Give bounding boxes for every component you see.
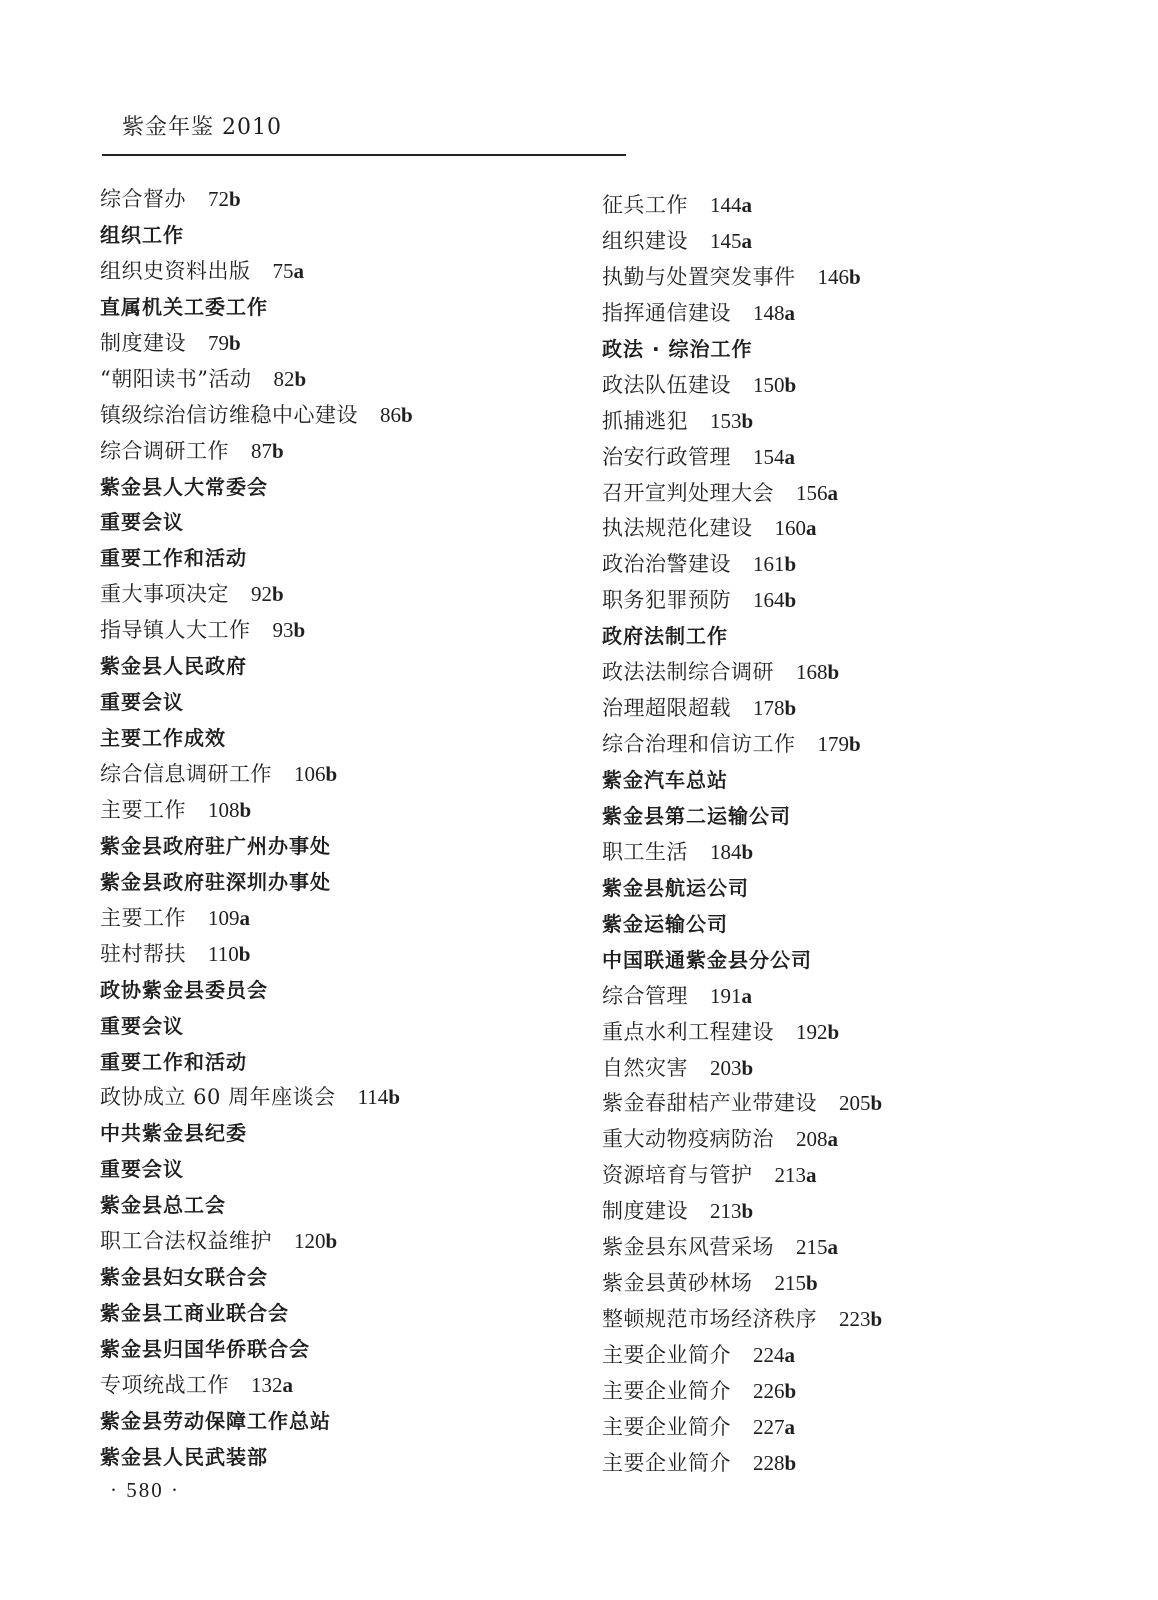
column-marker: b	[388, 1085, 400, 1110]
index-entry	[602, 511, 1102, 547]
index-heading	[100, 218, 580, 254]
page-reference	[710, 1199, 753, 1223]
index-entry	[100, 398, 580, 434]
page-reference	[208, 331, 241, 355]
page-number-ref: 184	[710, 839, 742, 864]
index-entry	[602, 583, 1102, 619]
page-number-ref: 160	[774, 516, 806, 541]
index-entry	[602, 1446, 1102, 1482]
entry-label: 重要会议	[100, 690, 184, 715]
page-reference	[273, 618, 306, 642]
index-heading	[100, 1296, 580, 1332]
index-entry	[602, 1374, 1102, 1410]
column-marker: b	[784, 372, 797, 397]
index-entry	[602, 188, 1102, 224]
page-reference	[294, 762, 337, 786]
entry-label: 政治治警建设	[602, 552, 731, 577]
index-entry	[602, 260, 1102, 296]
page-reference	[753, 1451, 796, 1475]
page-number-ref: 215	[796, 1235, 828, 1260]
entry-label: 职务犯罪预防	[602, 588, 731, 613]
index-entry	[602, 655, 1102, 691]
entry-label: 主要工作	[100, 797, 186, 822]
entry-label: 紫金汽车总站	[602, 768, 728, 792]
entry-label: 职工合法权益维护	[100, 1229, 272, 1254]
index-entry	[100, 901, 580, 937]
index-entry	[602, 1302, 1102, 1338]
entry-label: 综合信息调研工作	[100, 762, 272, 786]
column-marker: b	[272, 582, 284, 607]
index-heading	[100, 1440, 580, 1476]
page-reference	[710, 984, 752, 1008]
page-number-ref: 191	[710, 983, 742, 1008]
page-number-ref: 114	[357, 1085, 389, 1110]
column-marker: a	[282, 1372, 293, 1397]
page-number-ref: 164	[753, 588, 785, 613]
entry-label: 综合督办	[100, 187, 186, 211]
running-head: 紫金年鉴 2010	[122, 115, 282, 140]
entry-label: 指导镇人大工作	[100, 618, 251, 643]
column-marker: a	[741, 228, 752, 253]
index-entry	[100, 793, 580, 829]
column-marker: a	[827, 1235, 838, 1260]
index-entry	[602, 296, 1102, 332]
entry-label: 紫金运输公司	[602, 911, 728, 936]
index-heading	[100, 1045, 580, 1081]
column-marker: b	[784, 696, 797, 721]
page-reference	[208, 906, 250, 930]
column-marker: b	[741, 408, 754, 433]
entry-label: 综合调研工作	[100, 438, 229, 463]
column-marker: a	[806, 1163, 817, 1188]
entry-label: 召开宣判处理大会	[602, 480, 774, 505]
page-reference	[753, 1415, 795, 1439]
page-reference	[208, 942, 250, 966]
index-entry	[602, 1194, 1102, 1230]
index-heading	[100, 1260, 580, 1296]
entry-label: 资源培育与管护	[602, 1163, 753, 1188]
index-entry	[100, 757, 580, 793]
index-entry	[602, 404, 1102, 440]
page-number-ref: 205	[839, 1091, 871, 1116]
entry-label: 抓捕逃犯	[602, 408, 688, 433]
entry-label: 紫金县航运公司	[602, 875, 749, 900]
index-heading	[100, 541, 580, 577]
index-entry	[602, 1051, 1102, 1087]
entry-label: 主要工作成效	[100, 726, 226, 751]
page-number-ref: 109	[208, 905, 240, 930]
index-heading	[100, 1188, 580, 1224]
entry-label: 自然灾害	[602, 1055, 688, 1080]
page-number-ref: 153	[710, 408, 742, 433]
entry-label: 中共紫金县纪委	[100, 1121, 247, 1146]
page-reference	[251, 582, 284, 606]
index-heading	[100, 1009, 580, 1045]
index-heading	[100, 470, 580, 506]
entry-label: 整顿规范市场经济秩序	[602, 1307, 817, 1332]
page-number-ref: 120	[294, 1229, 326, 1254]
entry-label: 政法法制综合调研	[602, 660, 774, 685]
page-number-ref: 93	[272, 618, 294, 643]
page-number-ref: 228	[753, 1450, 785, 1475]
entry-label: 直属机关工委工作	[100, 294, 268, 319]
index-heading	[602, 943, 1102, 979]
page-reference	[818, 732, 861, 756]
entry-label: 紫金春甜桔产业带建设	[602, 1091, 817, 1116]
page-number-ref: 79	[208, 330, 229, 355]
entry-label: 职工生活	[602, 839, 688, 864]
entry-label: “朝阳读书”活动	[100, 366, 252, 391]
page-reference	[753, 301, 795, 325]
page-number-ref: 150	[753, 372, 785, 397]
index-entry	[602, 368, 1102, 404]
entry-label: 紫金县工商业联合会	[100, 1301, 289, 1326]
page-number-ref: 106	[294, 762, 326, 786]
entry-label: 紫金县政府驻广州办事处	[100, 833, 331, 858]
page-reference	[358, 1085, 400, 1109]
column-marker: a	[784, 444, 795, 469]
entry-label: 组织史资料出版	[100, 258, 251, 283]
column-marker: a	[784, 300, 795, 325]
column-marker: b	[229, 187, 241, 211]
page-number-ref: 161	[753, 552, 785, 577]
index-heading	[100, 290, 580, 326]
page-number-ref: 72	[208, 187, 229, 211]
column-marker: b	[870, 1091, 883, 1116]
column-marker: a	[784, 1414, 795, 1439]
index-heading	[100, 973, 580, 1009]
index-entry	[100, 362, 580, 398]
entry-label: 紫金县归国华侨联合会	[100, 1337, 310, 1361]
column-marker: b	[806, 1271, 818, 1296]
entry-label: 重要会议	[100, 1157, 184, 1182]
page-reference	[753, 1379, 796, 1403]
entry-label: 主要工作	[100, 905, 186, 930]
index-heading	[100, 1404, 580, 1440]
entry-label: 主要企业简介	[602, 1343, 731, 1367]
page-number-ref: 179	[817, 732, 849, 757]
index-entry	[602, 224, 1102, 260]
column-marker: b	[827, 1019, 840, 1044]
index-heading	[602, 871, 1102, 907]
index-heading	[100, 685, 580, 721]
page-number-ref: 168	[796, 660, 828, 685]
column-marker: b	[293, 618, 306, 643]
page-number: · 580 ·	[110, 1478, 180, 1502]
entry-label: 治安行政管理	[602, 444, 731, 469]
entry-label: 主要企业简介	[602, 1378, 731, 1403]
page-reference	[753, 552, 796, 576]
entry-label: 驻村帮扶	[100, 941, 186, 966]
column-marker: b	[229, 330, 241, 355]
page-number-ref: 132	[251, 1372, 283, 1397]
index-entry	[602, 1015, 1102, 1051]
index-heading	[602, 799, 1102, 835]
page-number-ref: 144	[710, 193, 742, 217]
column-marker: b	[784, 588, 797, 613]
index-column-right	[602, 188, 1102, 1482]
column-marker: b	[784, 1378, 797, 1403]
page-reference	[273, 259, 305, 283]
index-heading	[100, 505, 580, 541]
entry-label: 主要企业简介	[602, 1414, 731, 1439]
entry-label: 治理超限超载	[602, 696, 731, 721]
entry-label: 重大动物疫病防治	[602, 1127, 774, 1152]
index-heading	[100, 721, 580, 757]
entry-label: 紫金县妇女联合会	[100, 1265, 268, 1290]
index-heading	[100, 1152, 580, 1188]
entry-label: 综合管理	[602, 983, 688, 1008]
index-entry	[602, 1122, 1102, 1158]
index-entry	[100, 434, 580, 470]
page-number-ref: 215	[774, 1271, 806, 1296]
index-heading	[602, 332, 1102, 368]
entry-label: 征兵工作	[602, 193, 688, 217]
column-marker: a	[741, 193, 752, 217]
page-reference	[710, 409, 753, 433]
column-marker: b	[401, 402, 413, 427]
index-entry	[100, 1080, 580, 1116]
index-entry	[602, 1410, 1102, 1446]
page-number-ref: 75	[272, 258, 294, 283]
page-reference	[796, 1235, 838, 1259]
page-number-ref: 156	[796, 480, 828, 505]
index-entry	[602, 440, 1102, 476]
page-reference	[753, 696, 796, 720]
index-entry	[602, 1230, 1102, 1266]
page-number-ref: 208	[796, 1127, 828, 1152]
page-number-ref: 92	[251, 582, 272, 607]
page-number-ref: 86	[380, 402, 401, 427]
entry-label: 政法 · 综治工作	[602, 336, 753, 361]
index-heading	[100, 1116, 580, 1152]
index-entry	[602, 476, 1102, 512]
index-entry	[100, 1368, 580, 1404]
column-marker: a	[806, 516, 817, 541]
column-marker: b	[741, 1055, 754, 1080]
index-entry	[602, 1266, 1102, 1302]
index-heading	[100, 649, 580, 685]
column-marker: b	[294, 366, 307, 391]
page-reference	[839, 1307, 882, 1331]
page-reference	[839, 1091, 882, 1115]
page-number-ref: 226	[753, 1378, 785, 1403]
entry-label: 执勤与处置突发事件	[602, 264, 796, 289]
page-reference	[818, 265, 861, 289]
index-heading	[602, 619, 1102, 655]
entry-label: 政协紫金县委员会	[100, 977, 268, 1002]
index-entry	[602, 1338, 1102, 1374]
entry-label: 组织工作	[100, 222, 184, 247]
entry-label: 制度建设	[602, 1199, 688, 1224]
column-marker: a	[784, 1343, 795, 1367]
entry-label: 重要会议	[100, 1013, 184, 1038]
entry-label: 重要会议	[100, 510, 184, 535]
page-reference	[796, 660, 839, 684]
column-marker: b	[325, 1229, 338, 1254]
page-reference	[775, 1163, 817, 1187]
page-number-ref: 178	[753, 696, 785, 721]
page-number-ref: 223	[839, 1307, 871, 1332]
column-marker: b	[325, 762, 338, 786]
page-number-ref: 82	[273, 366, 295, 391]
page-number-ref: 145	[710, 228, 742, 253]
page-number-ref: 87	[251, 438, 272, 463]
page-reference	[796, 1127, 838, 1151]
page-number-ref: 146	[817, 264, 849, 289]
page-number-ref: 192	[796, 1019, 828, 1044]
page-reference	[208, 187, 241, 211]
entry-label: 紫金县总工会	[100, 1193, 226, 1218]
index-entry	[100, 254, 580, 290]
entry-label: 综合治理和信访工作	[602, 732, 796, 757]
entry-label: 紫金县人民政府	[100, 654, 247, 679]
index-heading	[602, 907, 1102, 943]
page-reference	[251, 439, 284, 463]
index-entry	[100, 326, 580, 362]
index-entry	[602, 979, 1102, 1015]
entry-label: 政府法制工作	[602, 624, 728, 649]
entry-label: 主要企业简介	[602, 1450, 731, 1475]
page-number-ref: 224	[753, 1343, 785, 1367]
index-entry	[100, 577, 580, 613]
entry-label: 制度建设	[100, 330, 186, 355]
entry-label: 专项统战工作	[100, 1372, 229, 1397]
entry-label: 重要工作和活动	[100, 546, 247, 571]
entry-label: 执法规范化建设	[602, 516, 753, 541]
page-reference	[775, 516, 817, 540]
page-reference	[710, 840, 753, 864]
page-reference	[294, 1229, 337, 1253]
page-number-ref: 227	[753, 1414, 785, 1439]
page-reference	[710, 1056, 753, 1080]
index-column-left	[100, 182, 580, 1476]
index-entry	[100, 1224, 580, 1260]
page-reference	[710, 193, 752, 217]
page-number-ref: 203	[710, 1055, 742, 1080]
column-marker: a	[239, 905, 250, 930]
entry-label: 紫金县东风营采场	[602, 1235, 774, 1260]
index-heading	[602, 763, 1102, 799]
index-entry	[100, 613, 580, 649]
page-number-ref: 108	[208, 797, 240, 822]
index-entry	[100, 182, 580, 218]
index-heading	[100, 865, 580, 901]
column-marker: b	[784, 1450, 797, 1475]
page-number-ref: 154	[753, 444, 785, 469]
entry-label: 重要工作和活动	[100, 1049, 247, 1074]
index-entry	[602, 691, 1102, 727]
column-marker: b	[827, 660, 840, 685]
column-marker: b	[784, 552, 797, 577]
page-reference	[251, 1373, 293, 1397]
index-entry	[602, 1158, 1102, 1194]
entry-label: 中国联通紫金县分公司	[602, 947, 812, 972]
column-marker: b	[870, 1307, 883, 1332]
entry-label: 政协成立 60 周年座谈会	[100, 1085, 336, 1110]
page-reference	[380, 403, 413, 427]
index-entry	[602, 727, 1102, 763]
page-reference	[753, 445, 795, 469]
page-reference	[753, 1343, 795, 1367]
entry-label: 紫金县黄砂林场	[602, 1271, 753, 1296]
page-reference	[710, 229, 752, 253]
page-reference	[208, 798, 251, 822]
column-marker: a	[827, 1127, 838, 1152]
entry-label: 紫金县政府驻深圳办事处	[100, 869, 331, 894]
column-marker: b	[272, 438, 284, 463]
index-heading	[100, 829, 580, 865]
page-reference	[753, 588, 796, 612]
column-marker: b	[238, 941, 251, 966]
page-reference	[273, 367, 306, 391]
page-reference	[775, 1271, 818, 1295]
page-number-ref: 110	[208, 941, 239, 966]
page-reference	[753, 373, 796, 397]
index-heading	[100, 1332, 580, 1368]
entry-label: 紫金县第二运输公司	[602, 803, 791, 828]
entry-label: 政法队伍建设	[602, 372, 731, 397]
column-marker: b	[741, 839, 754, 864]
entry-label: 镇级综治信访维稳中心建设	[100, 402, 358, 427]
index-entry	[100, 937, 580, 973]
column-marker: a	[741, 983, 752, 1008]
index-entry	[602, 1086, 1102, 1122]
entry-label: 重大事项决定	[100, 582, 229, 607]
entry-label: 指挥通信建设	[602, 300, 731, 325]
entry-label: 组织建设	[602, 228, 688, 253]
page-reference	[796, 1020, 839, 1044]
entry-label: 紫金县人民武装部	[100, 1444, 268, 1469]
column-marker: b	[849, 264, 861, 289]
header-rule	[102, 154, 626, 156]
page-number-ref: 148	[753, 300, 785, 325]
column-marker: a	[827, 480, 838, 505]
entry-label: 紫金县人大常委会	[100, 474, 268, 499]
entry-label: 紫金县劳动保障工作总站	[100, 1408, 331, 1433]
index-entry	[602, 835, 1102, 871]
column-marker: a	[293, 258, 304, 283]
page-number-ref: 213	[774, 1163, 806, 1188]
entry-label: 重点水利工程建设	[602, 1019, 774, 1044]
column-marker: b	[239, 797, 252, 822]
page-number-ref: 213	[710, 1199, 742, 1224]
page-reference	[796, 481, 838, 505]
column-marker: b	[849, 732, 861, 757]
column-marker: b	[741, 1199, 754, 1224]
index-entry	[602, 547, 1102, 583]
